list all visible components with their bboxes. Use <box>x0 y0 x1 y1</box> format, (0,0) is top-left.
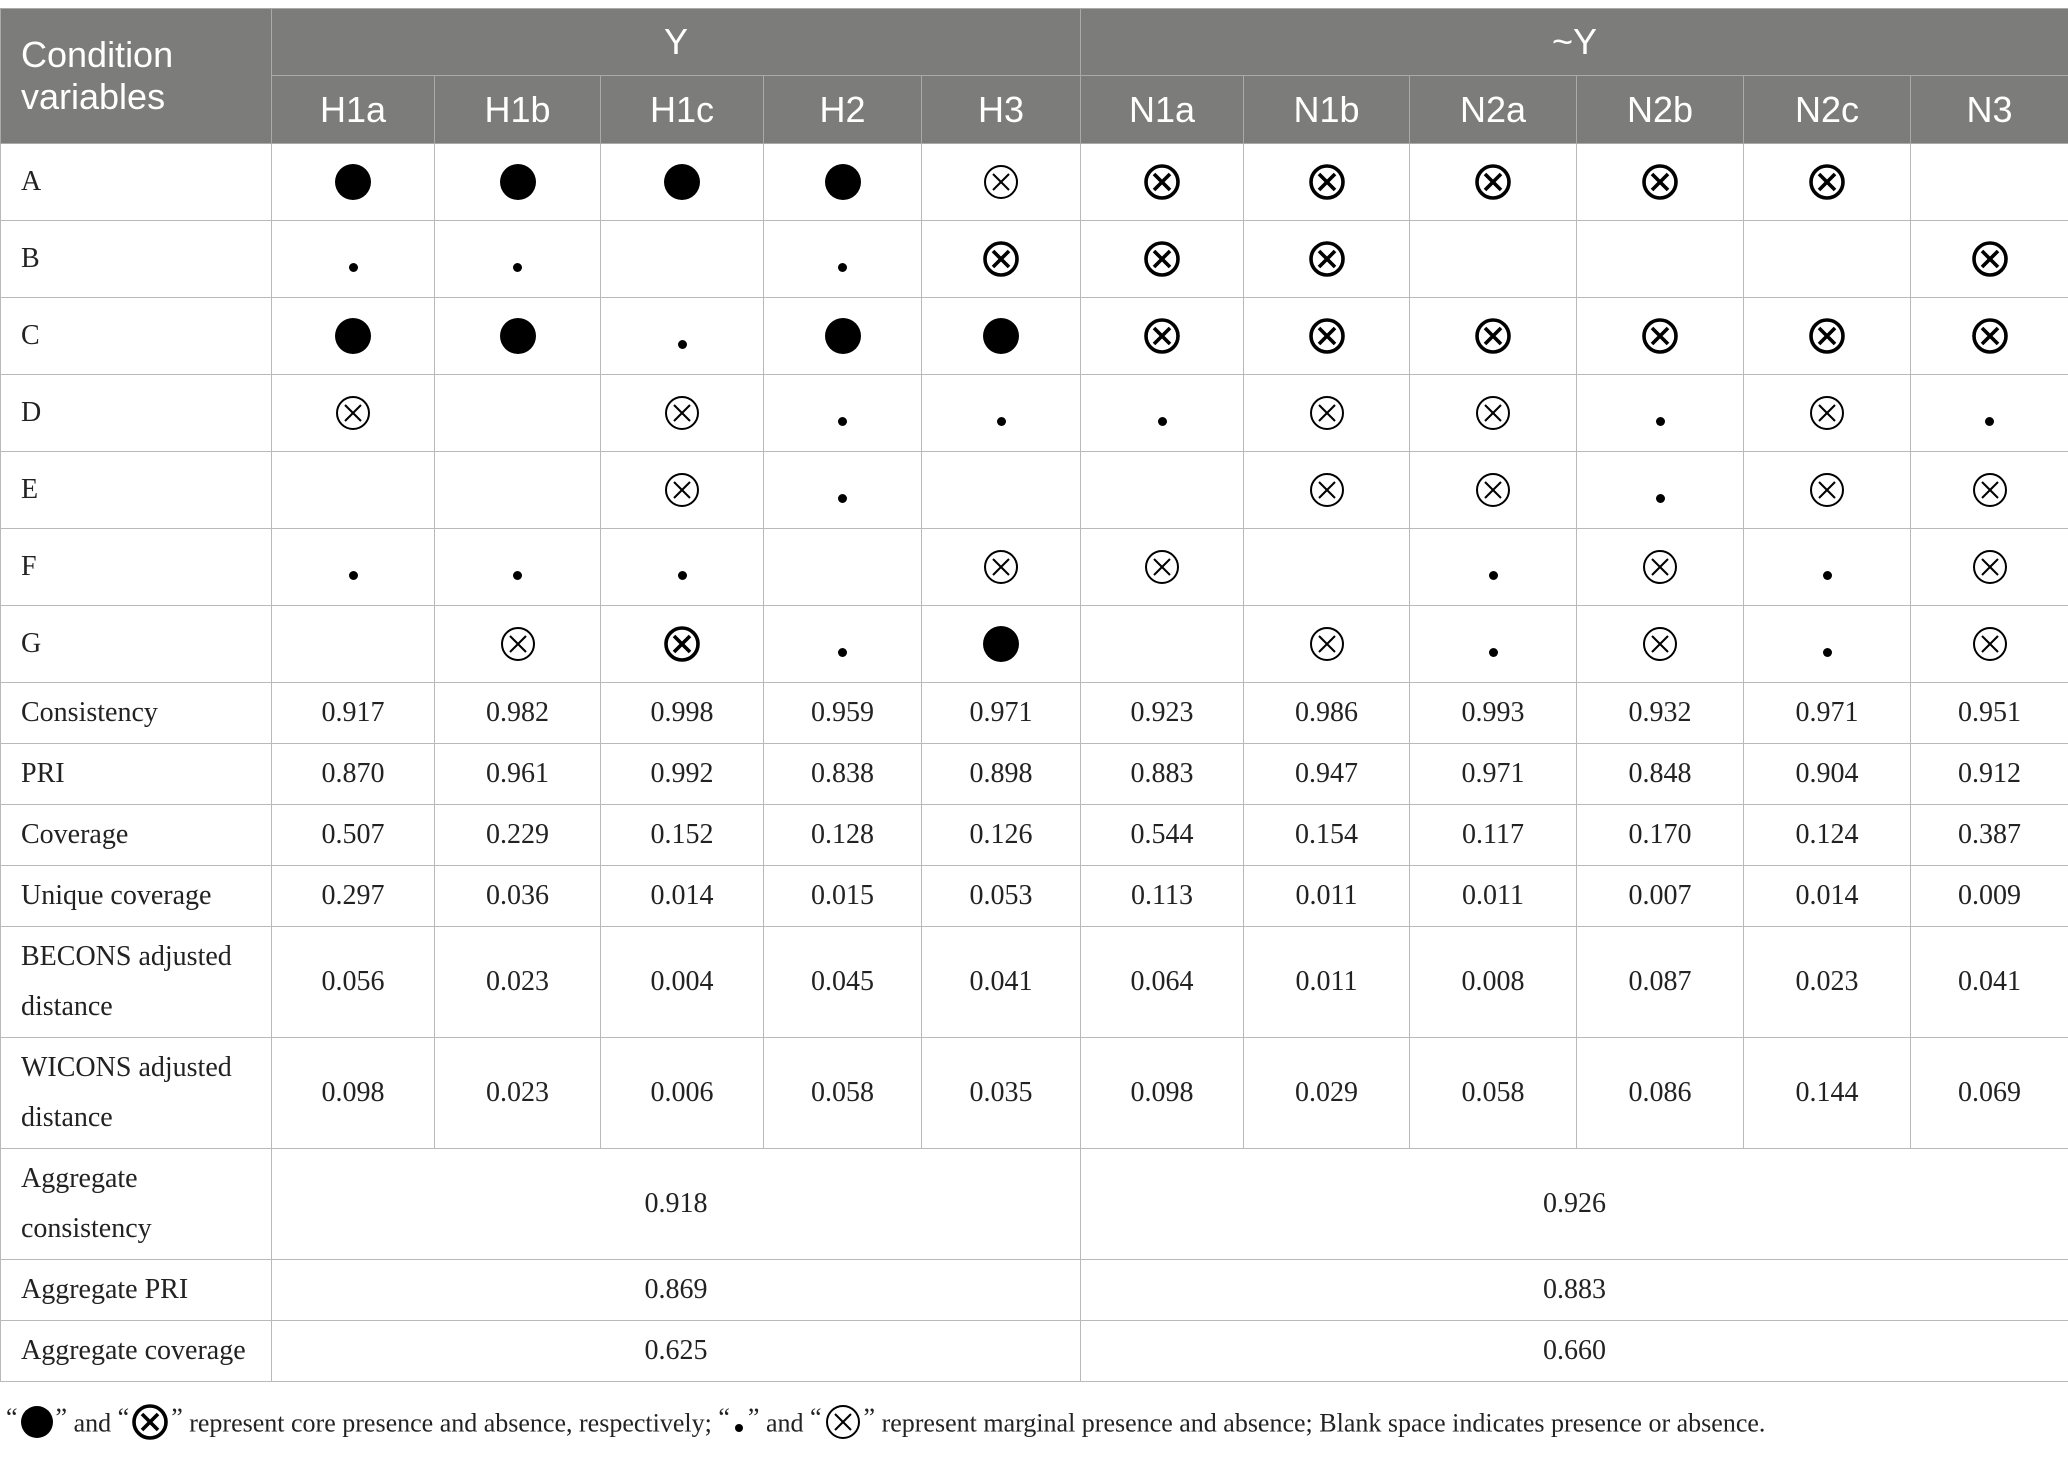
marginal-presence-icon <box>1823 571 1832 580</box>
metric-value: 0.998 <box>601 683 764 744</box>
marginal-presence-icon <box>1656 494 1665 503</box>
aggregate-value-not-y: 0.926 <box>1081 1149 2068 1260</box>
metric-value: 0.023 <box>1744 927 1911 1038</box>
metric-value: 0.971 <box>922 683 1081 744</box>
symbol-cell <box>435 529 601 606</box>
row-label: WICONS adjusted distance <box>1 1038 272 1149</box>
metric-value: 0.058 <box>1410 1038 1577 1149</box>
group-header-y: Y <box>272 9 1081 76</box>
symbol-cell <box>272 606 435 683</box>
core-absence-icon <box>663 625 701 663</box>
symbol-cell <box>1744 298 1911 375</box>
core-absence-icon <box>982 240 1020 278</box>
symbol-cell <box>1244 606 1410 683</box>
symbol-cell <box>1244 298 1410 375</box>
footnote-marginal-text: represent marginal presence and absence; Blank space indicates presence or absence. <box>881 1408 1766 1438</box>
metric-value: 0.011 <box>1244 927 1410 1038</box>
row-label: B <box>1 221 272 298</box>
metric-value: 0.098 <box>1081 1038 1244 1149</box>
metric-row <box>1 744 2068 805</box>
metric-value: 0.870 <box>272 744 435 805</box>
symbol-cell <box>272 221 435 298</box>
column-header: N1b <box>1244 76 1410 144</box>
symbol-cell <box>1081 298 1244 375</box>
condition-row <box>1 298 2068 375</box>
core-absence-icon <box>1308 163 1346 201</box>
core-presence-icon <box>335 164 371 200</box>
marginal-absence-icon <box>499 625 537 663</box>
symbol-cell <box>1244 375 1410 452</box>
column-header: N2a <box>1410 76 1577 144</box>
metric-value: 0.170 <box>1577 805 1744 866</box>
metric-value: 0.951 <box>1911 683 2068 744</box>
core-presence-icon <box>500 164 536 200</box>
symbol-cell <box>922 375 1081 452</box>
marginal-absence-icon <box>1474 471 1512 509</box>
symbol-cell <box>272 144 435 221</box>
marginal-absence-icon <box>1971 625 2009 663</box>
metric-value: 0.982 <box>435 683 601 744</box>
symbol-cell <box>1577 452 1744 529</box>
metric-value: 0.058 <box>764 1038 922 1149</box>
configuration-table <box>0 8 2068 1382</box>
symbol-cell <box>601 298 764 375</box>
symbol-cell <box>1911 375 2068 452</box>
row-label: Aggregate coverage <box>1 1321 272 1382</box>
symbol-cell <box>1410 529 1577 606</box>
marginal-presence-icon <box>513 571 522 580</box>
symbol-cell <box>1911 221 2068 298</box>
symbol-cell <box>1081 375 1244 452</box>
symbol-cell <box>1410 375 1577 452</box>
row-label: A <box>1 144 272 221</box>
core-absence-icon <box>1971 240 2009 278</box>
metric-value: 0.947 <box>1244 744 1410 805</box>
metric-value: 0.041 <box>1911 927 2068 1038</box>
metric-value: 0.098 <box>272 1038 435 1149</box>
metric-value: 0.053 <box>922 866 1081 927</box>
aggregate-value-not-y: 0.660 <box>1081 1321 2068 1382</box>
row-label: Consistency <box>1 683 272 744</box>
symbol-cell <box>1744 375 1911 452</box>
metric-value: 0.971 <box>1410 744 1577 805</box>
marginal-presence-icon <box>349 263 358 272</box>
marginal-absence-icon <box>1808 394 1846 432</box>
marginal-presence-icon <box>513 263 522 272</box>
symbol-cell <box>1744 606 1911 683</box>
marginal-presence-icon <box>838 494 847 503</box>
marginal-absence-icon <box>1971 548 2009 586</box>
column-header: H1b <box>435 76 601 144</box>
symbol-cell <box>1410 298 1577 375</box>
table-footnote: “ ” and “ ” represent core presence and absence, respectively; “ ” and “ ” represent marginal presence and absence; Blank space indicates presence or absence. <box>6 1403 1765 1448</box>
marginal-absence-icon <box>1308 471 1346 509</box>
symbol-cell <box>922 529 1081 606</box>
core-absence-icon <box>1641 317 1679 355</box>
row-label: C <box>1 298 272 375</box>
metric-value: 0.904 <box>1744 744 1911 805</box>
condition-row <box>1 375 2068 452</box>
column-header: N2b <box>1577 76 1744 144</box>
metric-row <box>1 927 2068 1038</box>
symbol-cell <box>1577 298 1744 375</box>
metric-value: 0.932 <box>1577 683 1744 744</box>
row-label: D <box>1 375 272 452</box>
symbol-cell <box>764 529 922 606</box>
symbol-cell <box>1744 452 1911 529</box>
marginal-presence-icon <box>1985 417 1994 426</box>
metric-value: 0.036 <box>435 866 601 927</box>
symbol-cell <box>1081 529 1244 606</box>
core-absence-icon <box>1143 163 1181 201</box>
marginal-absence-icon <box>1641 625 1679 663</box>
core-presence-icon <box>664 164 700 200</box>
symbol-cell <box>272 375 435 452</box>
marginal-presence-icon <box>838 417 847 426</box>
metric-value: 0.144 <box>1744 1038 1911 1149</box>
marginal-absence-icon <box>663 394 701 432</box>
row-label: Aggregate consistency <box>1 1149 272 1260</box>
marginal-presence-icon <box>732 1410 746 1441</box>
core-absence-icon <box>1808 317 1846 355</box>
metric-value: 0.014 <box>601 866 764 927</box>
symbol-cell <box>764 221 922 298</box>
metric-value: 0.912 <box>1911 744 2068 805</box>
metric-value: 0.008 <box>1410 927 1577 1038</box>
metric-row <box>1 866 2068 927</box>
metric-value: 0.007 <box>1577 866 1744 927</box>
symbol-cell <box>1744 529 1911 606</box>
aggregate-row <box>1 1260 2068 1321</box>
metric-value: 0.128 <box>764 805 922 866</box>
row-label: Aggregate PRI <box>1 1260 272 1321</box>
metric-value: 0.069 <box>1911 1038 2068 1149</box>
marginal-absence-icon <box>334 394 372 432</box>
metric-value: 0.124 <box>1744 805 1911 866</box>
core-absence-icon <box>1143 317 1181 355</box>
symbol-cell <box>1244 144 1410 221</box>
symbol-cell <box>764 452 922 529</box>
symbol-cell <box>1577 144 1744 221</box>
symbol-cell <box>435 375 601 452</box>
metric-value: 0.056 <box>272 927 435 1038</box>
metric-value: 0.113 <box>1081 866 1244 927</box>
aggregate-row <box>1 1321 2068 1382</box>
marginal-presence-icon <box>349 571 358 580</box>
metric-value: 0.023 <box>435 1038 601 1149</box>
metric-value: 0.993 <box>1410 683 1577 744</box>
symbol-cell <box>1244 221 1410 298</box>
symbol-cell <box>1244 529 1410 606</box>
core-absence-icon <box>1808 163 1846 201</box>
core-presence-icon <box>335 318 371 354</box>
column-header: N3 <box>1911 76 2068 144</box>
column-header: N1a <box>1081 76 1244 144</box>
aggregate-value-y: 0.869 <box>272 1260 1081 1321</box>
metric-value: 0.041 <box>922 927 1081 1038</box>
row-label: BECONS adjusted distance <box>1 927 272 1038</box>
group-header-not-y: ~Y <box>1081 9 2068 76</box>
metric-value: 0.154 <box>1244 805 1410 866</box>
symbol-cell <box>1410 606 1577 683</box>
marginal-absence-icon <box>663 471 701 509</box>
symbol-cell <box>764 375 922 452</box>
marginal-presence-icon <box>1158 417 1167 426</box>
metric-value: 0.009 <box>1911 866 2068 927</box>
column-header: H3 <box>922 76 1081 144</box>
marginal-absence-icon <box>1308 625 1346 663</box>
symbol-cell <box>601 375 764 452</box>
symbol-cell <box>764 606 922 683</box>
core-presence-icon <box>500 318 536 354</box>
column-header: H1a <box>272 76 435 144</box>
symbol-cell <box>272 298 435 375</box>
row-label: E <box>1 452 272 529</box>
core-presence-icon <box>825 318 861 354</box>
metric-value: 0.064 <box>1081 927 1244 1038</box>
metric-value: 0.507 <box>272 805 435 866</box>
core-absence-icon <box>1474 317 1512 355</box>
row-label: G <box>1 606 272 683</box>
core-absence-icon <box>1641 163 1679 201</box>
core-absence-icon <box>131 1403 169 1448</box>
marginal-presence-icon <box>838 263 847 272</box>
symbol-cell <box>764 144 922 221</box>
metric-value: 0.923 <box>1081 683 1244 744</box>
column-header: H2 <box>764 76 922 144</box>
symbol-cell <box>1577 375 1744 452</box>
metric-value: 0.848 <box>1577 744 1744 805</box>
condition-row <box>1 529 2068 606</box>
marginal-presence-icon <box>997 417 1006 426</box>
corner-header: Condition variables <box>1 9 272 144</box>
metric-value: 0.544 <box>1081 805 1244 866</box>
marginal-absence-icon <box>1641 548 1679 586</box>
symbol-cell <box>1081 452 1244 529</box>
marginal-absence-icon <box>1308 394 1346 432</box>
marginal-presence-icon <box>1823 648 1832 657</box>
marginal-absence-icon <box>982 548 1020 586</box>
metric-value: 0.029 <box>1244 1038 1410 1149</box>
condition-row <box>1 452 2068 529</box>
symbol-cell <box>764 298 922 375</box>
metric-row <box>1 683 2068 744</box>
condition-row <box>1 221 2068 298</box>
symbol-cell <box>1577 529 1744 606</box>
column-header: H1c <box>601 76 764 144</box>
symbol-cell <box>1911 606 2068 683</box>
core-presence-icon <box>825 164 861 200</box>
symbol-cell <box>435 606 601 683</box>
marginal-absence-icon <box>982 163 1020 201</box>
symbol-cell <box>1410 221 1577 298</box>
symbol-cell <box>1911 529 2068 606</box>
metric-value: 0.229 <box>435 805 601 866</box>
symbol-cell <box>435 452 601 529</box>
aggregate-row <box>1 1149 2068 1260</box>
metric-row <box>1 1038 2068 1149</box>
symbol-cell <box>1410 452 1577 529</box>
metric-row <box>1 805 2068 866</box>
marginal-absence-icon <box>1971 471 2009 509</box>
symbol-cell <box>435 144 601 221</box>
symbol-cell <box>272 452 435 529</box>
symbol-cell <box>922 606 1081 683</box>
footnote-and: and <box>765 1408 804 1438</box>
marginal-presence-icon <box>1489 571 1498 580</box>
metric-value: 0.898 <box>922 744 1081 805</box>
marginal-presence-icon <box>1656 417 1665 426</box>
metric-value: 0.883 <box>1081 744 1244 805</box>
symbol-cell <box>922 144 1081 221</box>
metric-value: 0.152 <box>601 805 764 866</box>
metric-value: 0.011 <box>1244 866 1410 927</box>
symbol-cell <box>1911 144 2068 221</box>
metric-value: 0.014 <box>1744 866 1911 927</box>
aggregate-value-y: 0.625 <box>272 1321 1081 1382</box>
condition-row <box>1 606 2068 683</box>
symbol-cell <box>922 298 1081 375</box>
symbol-cell <box>922 221 1081 298</box>
metric-value: 0.023 <box>435 927 601 1038</box>
metric-value: 0.004 <box>601 927 764 1038</box>
symbol-cell <box>1244 452 1410 529</box>
results-table-container <box>0 8 2068 1382</box>
row-label: Coverage <box>1 805 272 866</box>
marginal-absence-icon <box>1143 548 1181 586</box>
symbol-cell <box>601 221 764 298</box>
core-absence-icon <box>1474 163 1512 201</box>
footnote-and: and <box>73 1408 112 1438</box>
symbol-cell <box>601 606 764 683</box>
symbol-cell <box>435 221 601 298</box>
symbol-cell <box>1744 144 1911 221</box>
symbol-cell <box>435 298 601 375</box>
metric-value: 0.126 <box>922 805 1081 866</box>
metric-value: 0.006 <box>601 1038 764 1149</box>
core-presence-icon <box>20 1405 54 1446</box>
symbol-cell <box>272 529 435 606</box>
symbol-cell <box>922 452 1081 529</box>
marginal-presence-icon <box>838 648 847 657</box>
metric-value: 0.992 <box>601 744 764 805</box>
metric-value: 0.035 <box>922 1038 1081 1149</box>
row-label: Unique coverage <box>1 866 272 927</box>
row-label: F <box>1 529 272 606</box>
marginal-presence-icon <box>678 340 687 349</box>
symbol-cell <box>1744 221 1911 298</box>
metric-value: 0.971 <box>1744 683 1911 744</box>
core-absence-icon <box>1143 240 1181 278</box>
metric-value: 0.961 <box>435 744 601 805</box>
condition-row <box>1 144 2068 221</box>
marginal-absence-icon <box>824 1403 862 1448</box>
metric-value: 0.959 <box>764 683 922 744</box>
core-absence-icon <box>1971 317 2009 355</box>
core-presence-icon <box>983 318 1019 354</box>
symbol-cell <box>1911 452 2068 529</box>
metric-value: 0.917 <box>272 683 435 744</box>
symbol-cell <box>601 529 764 606</box>
symbol-cell <box>1577 606 1744 683</box>
metric-value: 0.045 <box>764 927 922 1038</box>
marginal-absence-icon <box>1474 394 1512 432</box>
symbol-cell <box>601 452 764 529</box>
metric-value: 0.838 <box>764 744 922 805</box>
symbol-cell <box>1081 144 1244 221</box>
symbol-cell <box>601 144 764 221</box>
metric-value: 0.086 <box>1577 1038 1744 1149</box>
footnote-core-text: represent core presence and absence, respectively; <box>189 1408 712 1438</box>
metric-value: 0.387 <box>1911 805 2068 866</box>
core-absence-icon <box>1308 317 1346 355</box>
aggregate-value-not-y: 0.883 <box>1081 1260 2068 1321</box>
metric-value: 0.117 <box>1410 805 1577 866</box>
symbol-cell <box>1577 221 1744 298</box>
column-header: N2c <box>1744 76 1911 144</box>
core-absence-icon <box>1308 240 1346 278</box>
row-label: PRI <box>1 744 272 805</box>
marginal-absence-icon <box>1808 471 1846 509</box>
core-presence-icon <box>983 626 1019 662</box>
symbol-cell <box>1410 144 1577 221</box>
symbol-cell <box>1911 298 2068 375</box>
aggregate-value-y: 0.918 <box>272 1149 1081 1260</box>
metric-value: 0.015 <box>764 866 922 927</box>
metric-value: 0.986 <box>1244 683 1410 744</box>
metric-value: 0.087 <box>1577 927 1744 1038</box>
marginal-presence-icon <box>678 571 687 580</box>
metric-value: 0.297 <box>272 866 435 927</box>
marginal-presence-icon <box>1489 648 1498 657</box>
symbol-cell <box>1081 221 1244 298</box>
symbol-cell <box>1081 606 1244 683</box>
metric-value: 0.011 <box>1410 866 1577 927</box>
